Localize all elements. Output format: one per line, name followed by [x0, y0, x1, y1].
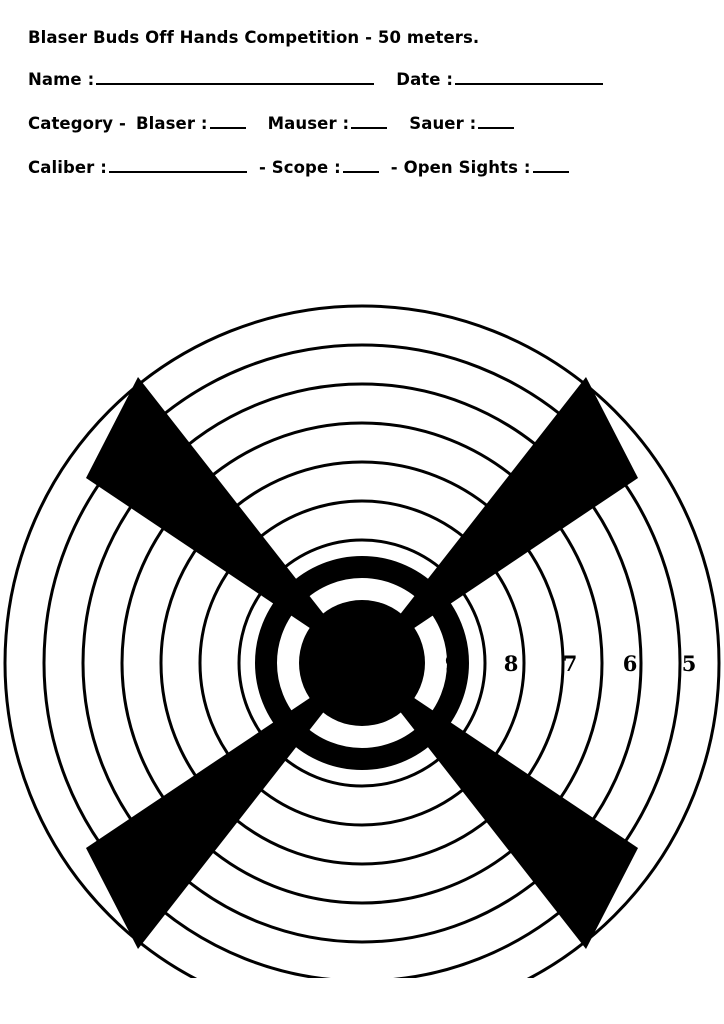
bullseye	[299, 600, 425, 726]
target-area	[0, 288, 724, 988]
open-sights-input[interactable]	[533, 157, 569, 173]
sauer-input[interactable]	[478, 113, 514, 129]
date-label: Date :	[396, 70, 454, 89]
date-input[interactable]	[455, 69, 603, 85]
category-row	[28, 113, 696, 133]
category-label: Category -	[28, 114, 126, 133]
ring-label-9: 9	[444, 651, 460, 676]
scope-input[interactable]	[343, 157, 379, 173]
shooting-target[interactable]	[0, 288, 724, 978]
form-header	[0, 0, 724, 177]
caliber-input[interactable]	[109, 157, 247, 173]
caliber-label: Caliber :	[28, 158, 107, 177]
caliber-row	[28, 157, 696, 177]
mauser-label: Mauser :	[267, 114, 350, 133]
scope-label: - Scope :	[258, 158, 341, 177]
ring-label-6: 6	[622, 651, 638, 676]
page-title: Blaser Buds Off Hands Competition - 50 meters.	[28, 28, 480, 47]
blaser-input[interactable]	[210, 113, 246, 129]
sauer-label: Sauer :	[409, 114, 477, 133]
ring-label-8: 8	[503, 651, 519, 676]
name-date-row	[28, 69, 696, 89]
open-sights-label: - Open Sights :	[390, 158, 531, 177]
mauser-input[interactable]	[351, 113, 387, 129]
name-label: Name :	[28, 70, 95, 89]
name-input[interactable]	[96, 69, 374, 85]
ring-label-7: 7	[562, 651, 578, 676]
ring-label-5: 5	[681, 651, 697, 676]
blaser-label: Blaser :	[135, 114, 208, 133]
